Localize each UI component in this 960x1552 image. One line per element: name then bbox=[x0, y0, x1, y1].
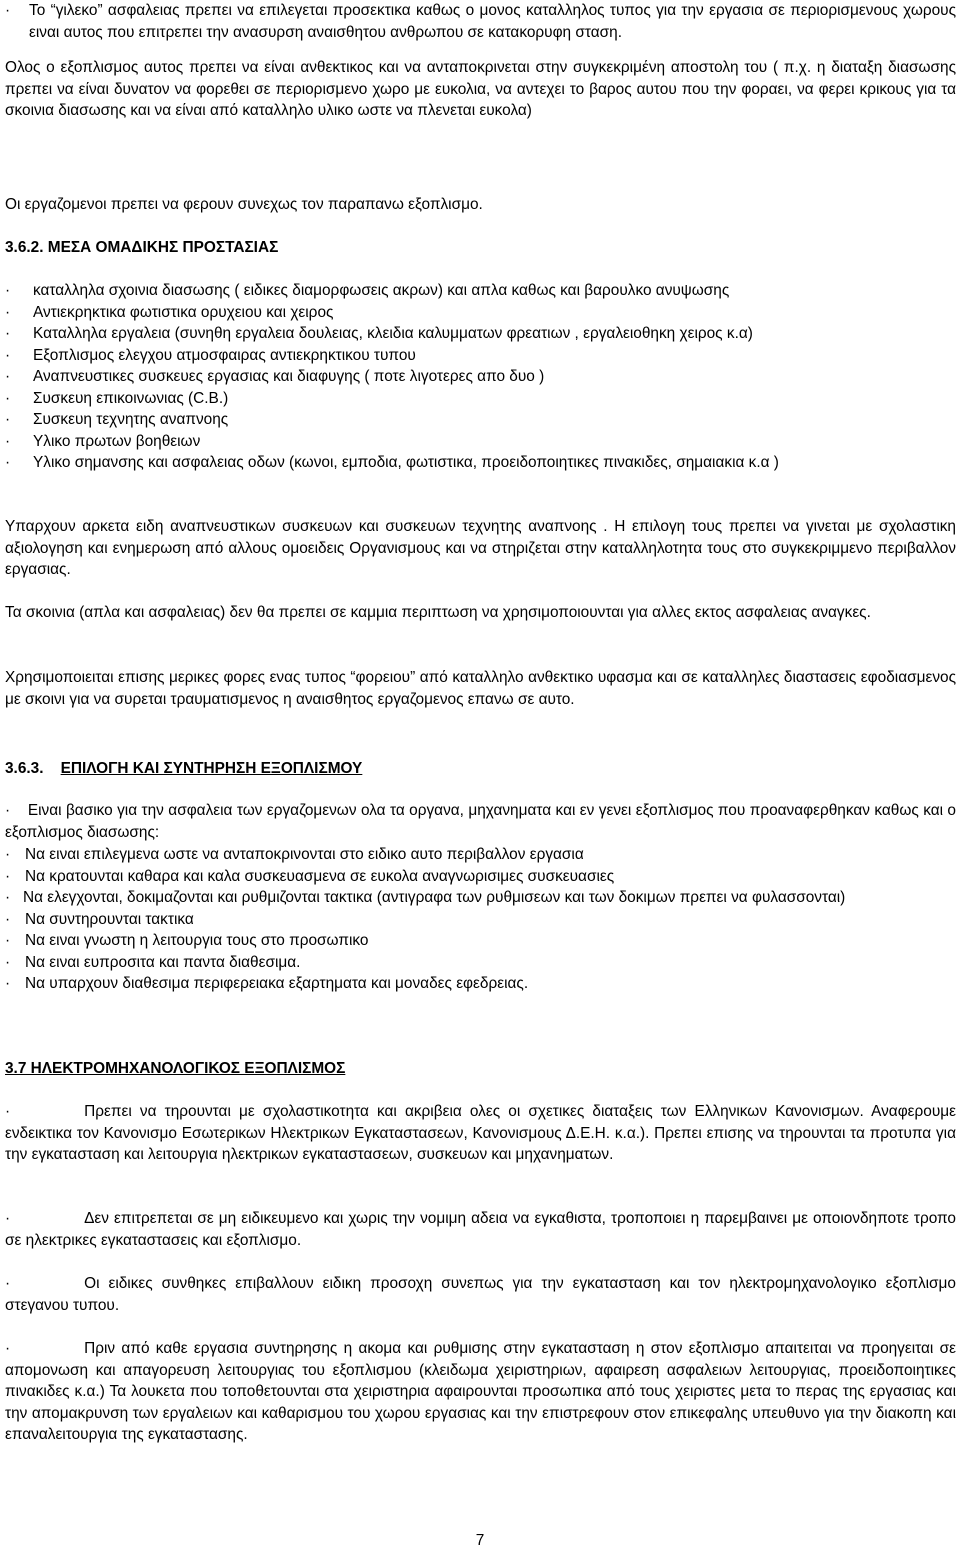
bullet-dot: · bbox=[5, 1210, 11, 1227]
list-item: · Να ειναι ευπροσιτα και παντα διαθεσιμα. bbox=[5, 952, 956, 974]
list-item: · Να ειναι επιλεγμενα ωστε να ανταποκρινονται στο ειδικο αυτο περιβαλλον εργασια bbox=[5, 844, 956, 866]
list-item: · Να ειναι γνωστη η λειτουργια τους στο προσωπικο bbox=[5, 930, 956, 952]
bullet-dot: · bbox=[5, 1103, 11, 1120]
list-item: · Συσκευη τεχνητης αναπνοης bbox=[5, 409, 956, 431]
bullet-dot: · bbox=[5, 846, 11, 863]
paragraph-text: Πριν από καθε εργασια συντηρησης η ακομα και ρυθμισης στην εγκατασταση η στον εξοπλισμο απαιτειται να προηγειται σε απομονωση και απαγορευση λειτουργιας του εξοπλισμου (κλειδωμα χειριστηριων, αφαιρεση ασφαλειων λειτουργιας, προειδοποιητικες πινακιδες κ.α.) Τα λουκετα που τοποθετουνται στα χειριστηρια αφαιρουνται προσωπικα από τους χειριστες μετα το περας της εργασιας και την απομακρυνση των εργαλειων και καθαρισμου του χωρου εργασιας και την επιστρεφουν στον επικεφαλης υπευθυνο για την διακοπη και επαναλειτουργια της εγκαταστασης. bbox=[5, 1340, 956, 1443]
list-item: · Να συντηρουνται τακτικα bbox=[5, 909, 956, 931]
bullet-dot: · bbox=[5, 368, 11, 385]
page-number: 7 bbox=[475, 1532, 485, 1549]
paragraph-text: Οι ειδικες συνθηκες επιβαλλουν ειδικη προσοχη συνεπως για την εγκατασταση και τον ηλεκτρομηχανολογικο εξοπλισμο στεγανου τυπου. bbox=[5, 1275, 956, 1314]
list-item: · Να ελεγχονται, δοκιμαζονται και ρυθμιζονται τακτικα (αντιγραφα των ρυθμισεων και των δοκιμων πρεπει να φυλασσονται) bbox=[5, 889, 846, 906]
bullet-dot: · bbox=[5, 910, 11, 928]
bullet-dot: · bbox=[5, 1340, 11, 1357]
electrical-paragraph-1 bbox=[5, 1101, 956, 1166]
section-heading: ΕΠΙΛΟΓΗ ΚΑΙ ΣΥΝΤΗΡΗΣΗ ΕΞΟΠΛΙΣΜΟΥ bbox=[60, 760, 363, 777]
section-number: 3.6.3. bbox=[5, 760, 44, 777]
bullet-dot: · bbox=[5, 802, 11, 819]
list-item: · Εξοπλισμος ελεγχου ατμοσφαιρας αντιεκρηκτικου τυπου bbox=[5, 345, 956, 367]
paragraph-workers bbox=[5, 194, 956, 216]
list-item: · Να υπαρχουν διαθεσιμα περιφερειακα εξαρτηματα και μοναδες εφεδρειας. bbox=[5, 973, 956, 995]
list-item: · καταλληλα σχοινια διασωσης ( ειδικες διαμορφωσεις ακρων) και απλα καθως και βαρουλκο ανυψωσης bbox=[5, 280, 956, 302]
bullet-dot: · bbox=[5, 346, 11, 364]
bullet-dot: · bbox=[5, 889, 11, 906]
paragraph-text: Πρεπει να τηρουνται με σχολαστικοτητα και ακριβεια ολες οι σχετικες διαταξεις των Ελληνικων Κανονισμων. Αναφερουμε ενδεικτικα τον Κανονισμο Εσωτερικων Ηλεκτρικων Εγκαταστασεων, Κανονισμους Δ.Ε.Η. κ.α.). Πρεπει επισης να τηρουνται τα προτυπα για την εγκατασταση και λειτουργια ηλεκτρικων εγκαταστασεων, συσκευων και μηχανηματων. bbox=[5, 1103, 956, 1163]
paragraph-equipment-text: Ολος ο εξοπλισμος αυτος πρεπει να είναι ανθεκτικος και να ανταποκρινεται στην συγκεκριμένη αποστολη του ( π.χ. η διαταξη διασωσης πρεπει να είναι δυνατον να φορεθει σε περιορισμενο χωρο με ευκολια, να αντεχει το βαρος αυτου που την φοραει, να φερει κρικους για τα σκοινια διασωσης και να είναι από καταλληλο υλικο ωστε να πλενεται ευκολα) bbox=[5, 59, 956, 119]
bullet-dot: · bbox=[5, 953, 11, 971]
bullet-dot: · bbox=[5, 432, 11, 450]
maintenance-intro-text: Ειναι βασικο για την ασφαλεια των εργαζομενων ολα τα οργανα, μηχανηματα και εν γενει εξοπλισμος που προαναφερθηκαν καθως και ο εξοπλισμος διασωσης: bbox=[5, 802, 956, 841]
list-item: · Υλικο σημανσης και ασφαλειας οδων (κωνοι, εμποδια, φωτιστικα, προειδοποιητικες πινακιδες, σημαιακια κ.α ) bbox=[5, 452, 956, 474]
section-362-heading bbox=[5, 237, 956, 259]
paragraph-stretcher-text: Χρησιμοποιειται επισης μερικες φορες ενας τυπος “φορειου” από καταλληλο ανθεκτικο υφασμα και σε καταλληλες διαστασεις εφοδιασμενος με σκοινι για να συρεται τραυματισμενος η αναισθητος εργαζομενος επανω σε αυτο. bbox=[5, 669, 956, 708]
list-item: · Καταλληλα εργαλεια (συνηθη εργαλεια δουλειας, κλειδια καλυμματων φρεατιων , εργαλειοθηκη χειρος κ.α) bbox=[5, 323, 956, 345]
section-37-heading bbox=[5, 1058, 956, 1080]
bullet-dot: · bbox=[5, 1275, 11, 1292]
electrical-paragraph-4 bbox=[5, 1338, 956, 1446]
electrical-paragraph-2 bbox=[5, 1208, 956, 1251]
list-item: · Να κρατουνται καθαρα και καλα συσκευασμενα σε ευκολα αναγνωρισιμες συσκευασιες bbox=[5, 866, 956, 888]
section-363-heading bbox=[5, 758, 956, 780]
bullet-dot: · bbox=[5, 303, 11, 321]
bullet-dot: · bbox=[5, 975, 11, 992]
paragraph-ropes-text: Τα σκοινια (απλα και ασφαλειας) δεν θα πρεπει σε καμμια περιπτωση να χρησιμοποιουνται για αλλες εκτος ασφαλειας αναγκες. bbox=[5, 604, 871, 621]
bullet-dot: · bbox=[5, 867, 11, 885]
bullet-dot: · bbox=[5, 389, 11, 407]
paragraph-text: Δεν επιτρεπεται σε μη ειδικευμενο και χωρις την νομιμη αδεια να εγκαθιστα, τροποποιει η παρεμβαινει με οποιονδηποτε τροπο σε ηλεκτρικες εγκαταστασεις και εξοπλισμο. bbox=[5, 1210, 956, 1249]
list-item: · Αναπνευστικες συσκευες εργασιας και διαφυγης ( ποτε λιγοτερες απο δυο ) bbox=[5, 366, 956, 388]
bullet-dot: · bbox=[5, 2, 11, 19]
electrical-paragraph-3 bbox=[5, 1273, 956, 1316]
bullet-dot: · bbox=[5, 932, 11, 949]
bullet-dot: · bbox=[5, 454, 11, 471]
intro-bullet bbox=[5, 0, 956, 43]
bullet-dot: · bbox=[5, 411, 11, 428]
section-heading: 3.6.2. ΜΕΣΑ ΟΜΑΔΙΚΗΣ ΠΡΟΣΤΑΣΙΑΣ bbox=[5, 239, 279, 256]
paragraph-breathing bbox=[5, 516, 956, 581]
list-item: · Αντιεκρηκτικα φωτιστικα ορυχειου και χειρος bbox=[5, 302, 956, 324]
paragraph-ropes bbox=[5, 602, 956, 624]
bullet-dot: · bbox=[5, 282, 11, 299]
list-item: · Υλικο πρωτων βοηθειων bbox=[5, 431, 956, 453]
bullet-dot: · bbox=[5, 325, 11, 342]
paragraph-workers-text: Οι εργαζομενοι πρεπει να φερουν συνεχως τον παραπανω εξοπλισμο. bbox=[5, 196, 483, 213]
group-protection-list bbox=[5, 280, 956, 474]
section-heading: 3.7 ΗΛΕΚΤΡΟΜΗΧΑΝΟΛΟΓΙΚΟΣ ΕΞΟΠΛΙΣΜΟΣ bbox=[5, 1060, 346, 1077]
paragraph-stretcher bbox=[5, 667, 956, 710]
paragraph-breathing-text: Υπαρχουν αρκετα ειδη αναπνευστικων συσκευων και συσκευων τεχνητης αναπνοης . Η επιλογη τους πρεπει να γινεται με σχολαστικη αξιολογηση και ενημερωση από αλλους ομοειδεις Οργανισμους και να στηριζεται στην καταλληλοτητα τους στο συγκεκριμμενο περιβαλλον εργασιας. bbox=[5, 518, 956, 578]
intro-bullet-text: Το “γιλεκο” ασφαλειας πρεπει να επιλεγεται προσεκτικα καθως ο μονος καταλληλος τυπος για την εργασια σε περιορισμενους χωρους ειναι αυτος που επιτρεπει την ανασυρση αναισθητου ανθρωπου σε κατακορυφη σταση. bbox=[29, 2, 956, 41]
maintenance-list bbox=[5, 844, 956, 995]
list-item: · Συσκευη επικοινωνιας (C.B.) bbox=[5, 388, 956, 410]
maintenance-intro bbox=[5, 800, 956, 843]
paragraph-equipment bbox=[5, 57, 956, 122]
